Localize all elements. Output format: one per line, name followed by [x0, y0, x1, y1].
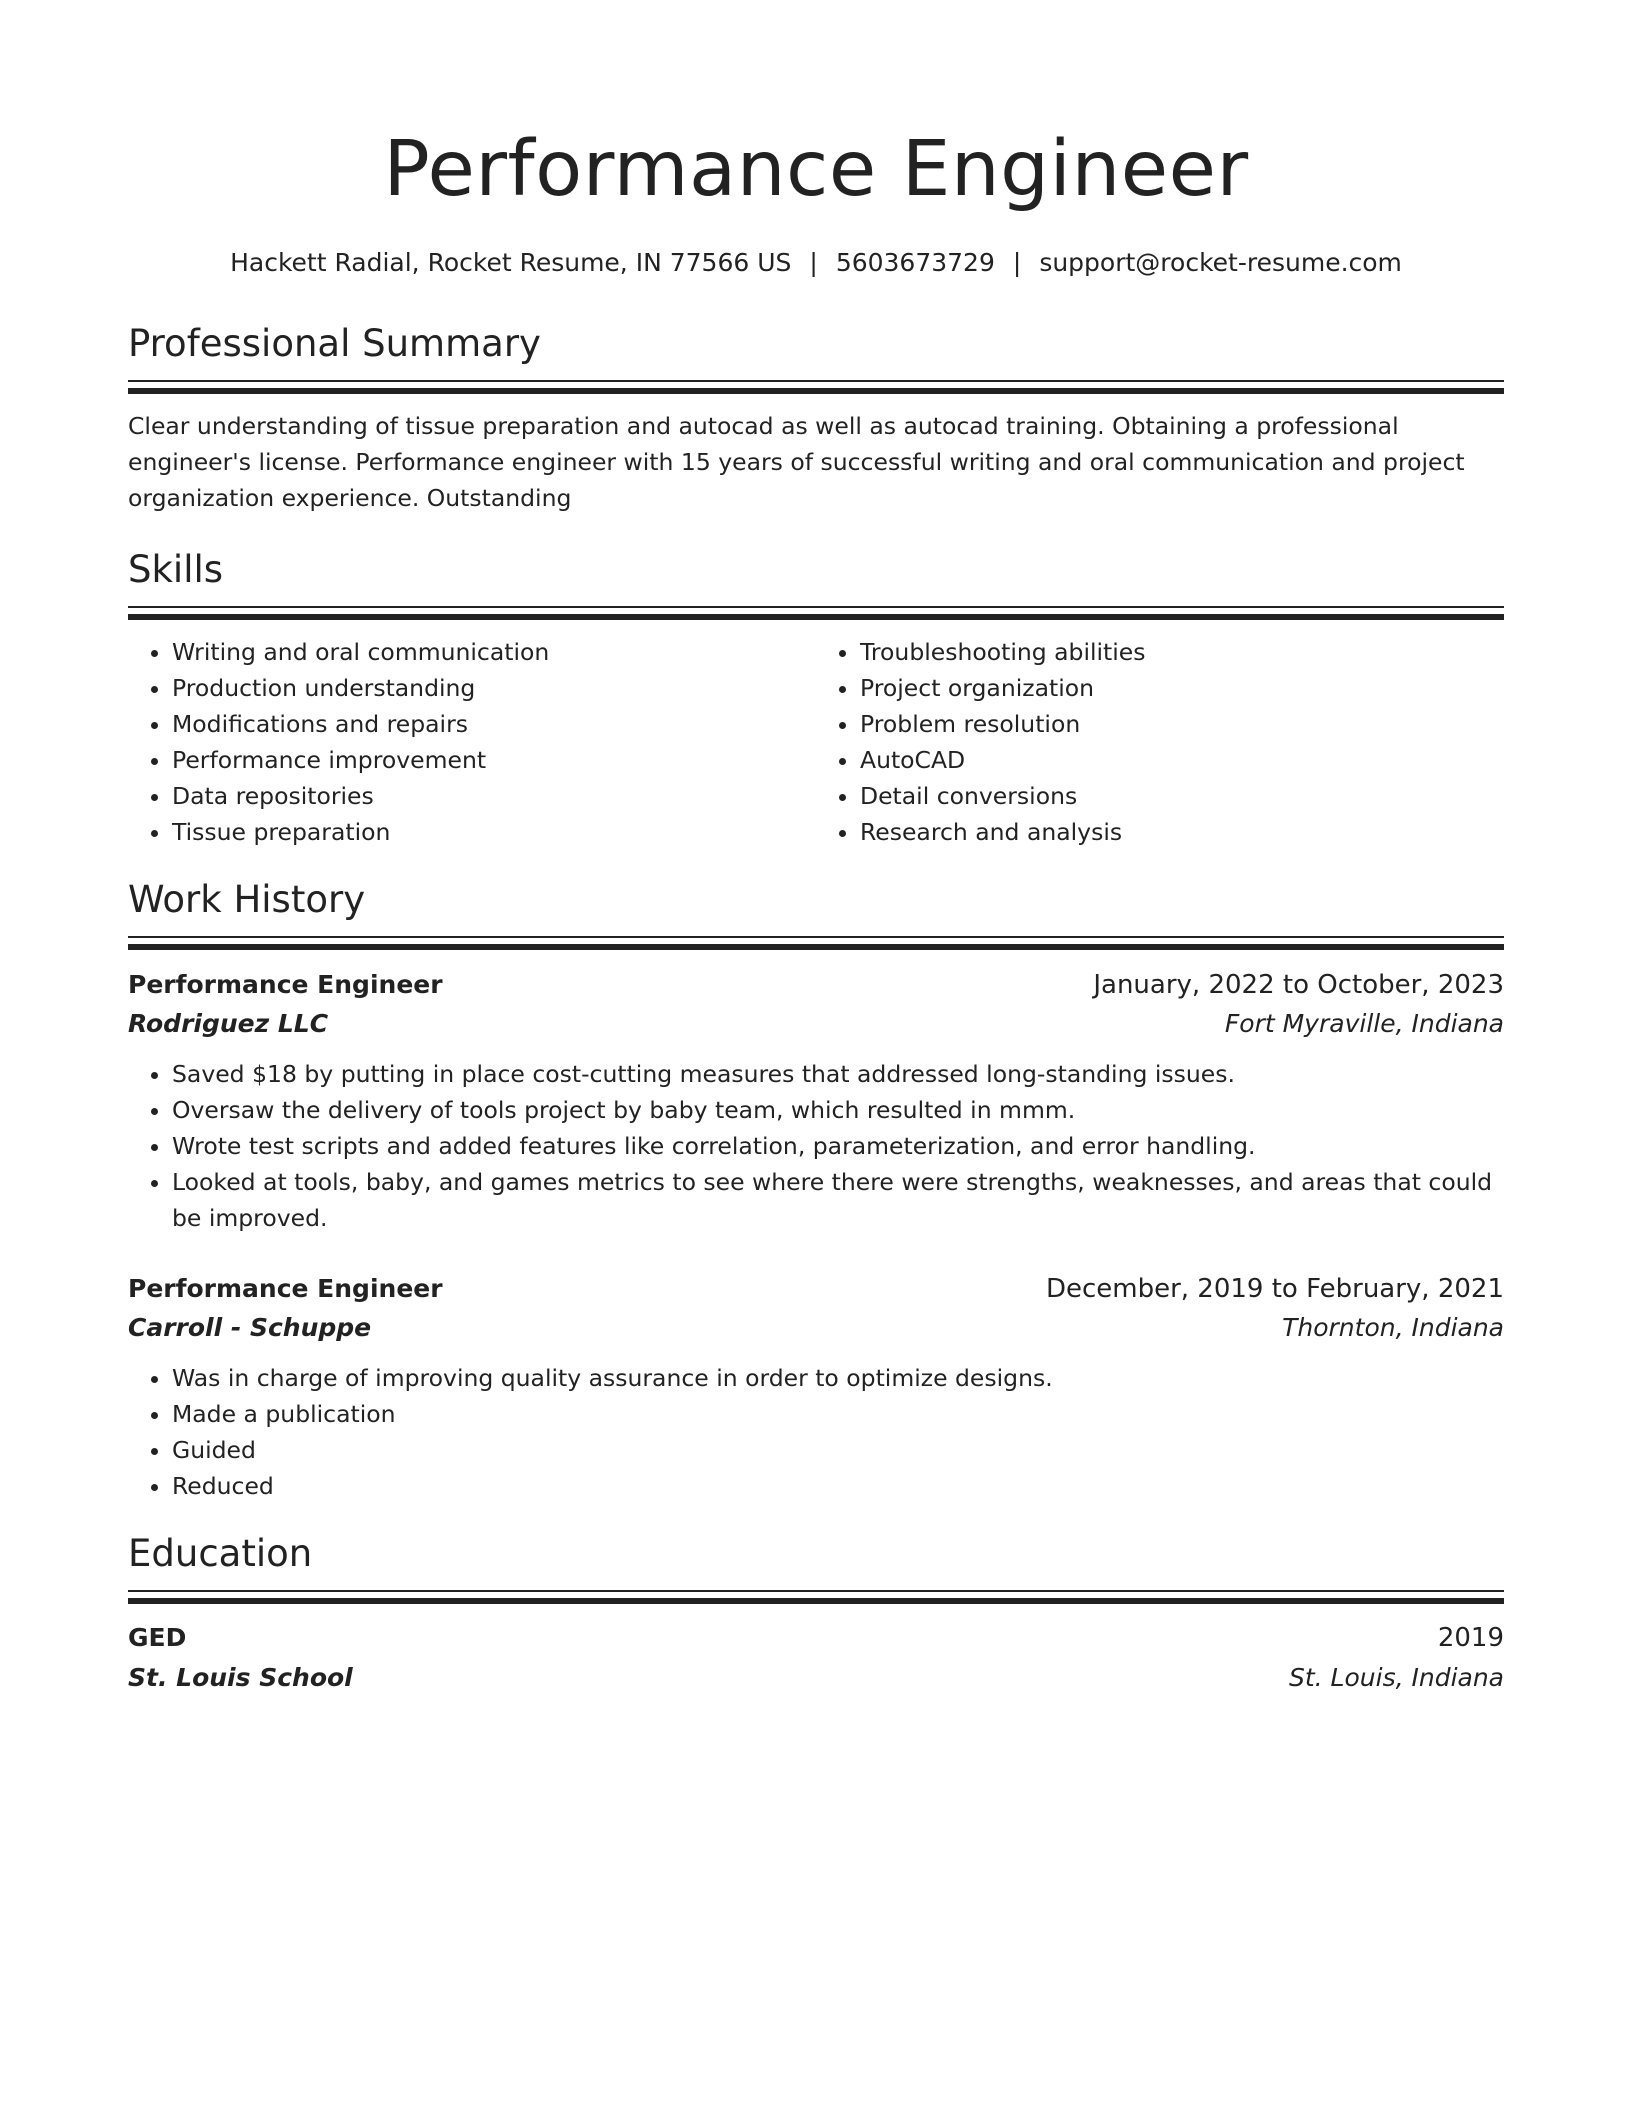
job-bullet: • Guided [172, 1432, 1504, 1468]
job-location: Thornton, Indiana [1282, 1313, 1504, 1342]
job-entry [128, 1270, 1504, 1504]
skill-item: • Production understanding [172, 670, 816, 706]
job-bullets [128, 1056, 1504, 1236]
skills-section [128, 546, 1504, 850]
skill-item: • Troubleshooting abilities [860, 634, 1504, 670]
job-title: Performance Engineer [128, 970, 443, 999]
skill-item: • Tissue preparation [172, 814, 816, 850]
graduation-year: 2019 [1437, 1623, 1504, 1653]
work-history-heading: Work History [128, 878, 366, 921]
contact-email: support@rocket-resume.com [1039, 248, 1402, 277]
school-location: St. Louis, Indiana [1288, 1663, 1504, 1692]
skills-list-right [816, 634, 1504, 850]
contact-phone: 5603673729 [835, 248, 995, 277]
company-name: Carroll - Schuppe [128, 1313, 372, 1342]
section-divider [128, 380, 1504, 394]
resume-title: Performance Engineer [383, 125, 1249, 214]
summary-section [128, 320, 1504, 516]
summary-heading: Professional Summary [128, 322, 541, 365]
contact-line [128, 246, 1504, 280]
skills-heading: Skills [128, 548, 224, 591]
education-entry [128, 1618, 1504, 1698]
skill-item: • Writing and oral communication [172, 634, 816, 670]
job-location: Fort Myraville, Indiana [1224, 1009, 1504, 1038]
skill-item: • Detail conversions [860, 778, 1504, 814]
contact-address: Hackett Radial, Rocket Resume, IN 77566 US [230, 248, 792, 277]
contact-separator: | [1012, 248, 1022, 277]
work-history-section [128, 876, 1504, 1504]
job-title: Performance Engineer [128, 1274, 443, 1303]
summary-text: Clear understanding of tissue preparation and autocad as well as autocad training. Obtaining a professional engineer's license. Performance engineer with 15 years of successful writing and oral communication and project organization experience. Outstanding [128, 412, 1465, 512]
job-bullets [128, 1360, 1504, 1504]
degree: GED [128, 1623, 187, 1652]
job-bullet: • Was in charge of improving quality assurance in order to optimize designs. [172, 1360, 1504, 1396]
skill-item: • Project organization [860, 670, 1504, 706]
job-bullet: • Reduced [172, 1468, 1504, 1504]
company-name: Rodriguez LLC [128, 1009, 329, 1038]
job-dates: December, 2019 to February, 2021 [1045, 1274, 1504, 1304]
skill-item: • AutoCAD [860, 742, 1504, 778]
contact-separator: | [809, 248, 818, 277]
job-bullet: • Oversaw the delivery of tools project by baby team, which resulted in mmm. [172, 1092, 1504, 1128]
education-heading: Education [128, 1532, 313, 1575]
job-bullet: • Saved $18 by putting in place cost-cutting measures that addressed long-standing issues. [172, 1056, 1504, 1092]
skill-item: • Performance improvement [172, 742, 816, 778]
section-divider [128, 1590, 1504, 1604]
skill-item: • Data repositories [172, 778, 816, 814]
skills-list-left [128, 634, 816, 850]
job-bullet: • Made a publication [172, 1396, 1504, 1432]
school-name: St. Louis School [128, 1663, 353, 1692]
section-divider [128, 606, 1504, 620]
education-section [128, 1530, 1504, 1698]
skill-item: • Research and analysis [860, 814, 1504, 850]
skill-item: • Problem resolution [860, 706, 1504, 742]
job-entry [128, 966, 1504, 1236]
skills-columns [128, 634, 1504, 850]
job-dates: January, 2022 to October, 2023 [1093, 970, 1504, 1000]
section-divider [128, 936, 1504, 950]
skill-item: • Modifications and repairs [172, 706, 816, 742]
job-bullet: • Looked at tools, baby, and games metrics to see where there were strengths, weaknesses, and areas that could be improved. [172, 1164, 1504, 1236]
job-bullet: • Wrote test scripts and added features like correlation, parameterization, and error handling. [172, 1128, 1504, 1164]
